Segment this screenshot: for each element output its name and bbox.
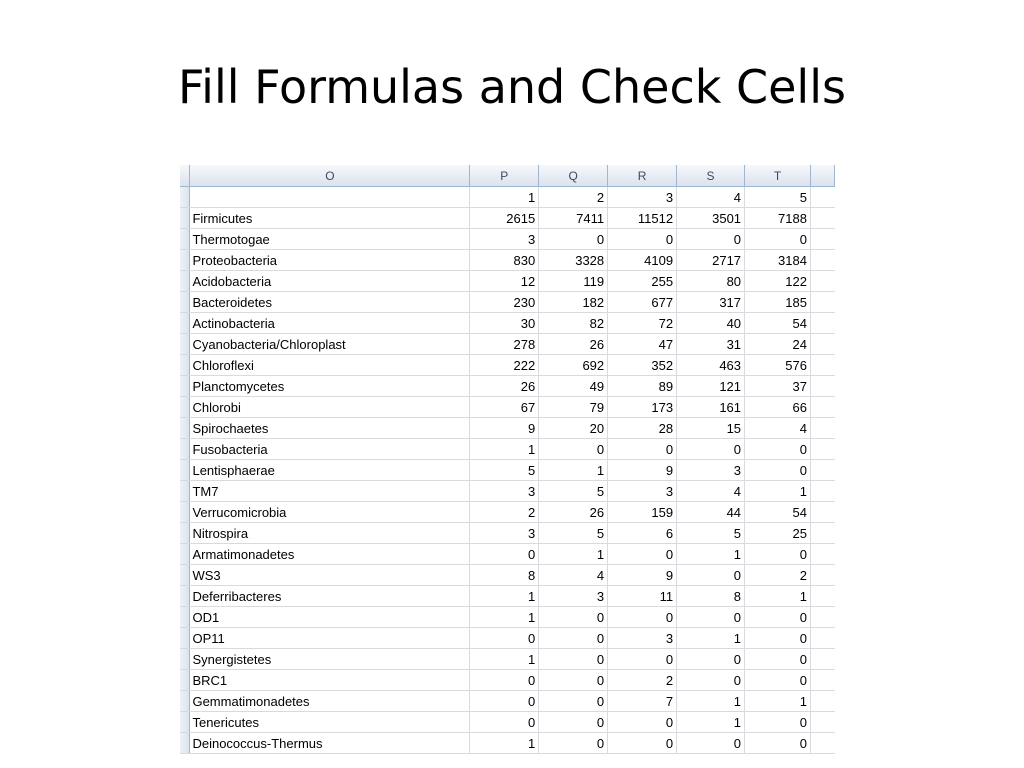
cell-o[interactable]: Acidobacteria: [190, 271, 470, 292]
row-header[interactable]: [180, 607, 190, 628]
cell-t[interactable]: 66: [745, 397, 811, 418]
cell-next[interactable]: [810, 229, 834, 250]
table-row: [180, 712, 835, 733]
cell-p[interactable]: 0: [470, 544, 539, 565]
cell-o[interactable]: Chloroflexi: [190, 355, 470, 376]
cell-o[interactable]: [190, 187, 470, 208]
cell-o[interactable]: Verrucomicrobia: [190, 502, 470, 523]
cell-q[interactable]: 119: [539, 271, 608, 292]
cell-t[interactable]: 0: [745, 733, 811, 754]
table-row: [180, 523, 835, 544]
table-row: [180, 439, 835, 460]
cell-t[interactable]: 185: [745, 292, 811, 313]
cell-s[interactable]: 0: [677, 670, 745, 691]
cell-o[interactable]: OD1: [190, 607, 470, 628]
cell-o[interactable]: Gemmatimonadetes: [190, 691, 470, 712]
cell-t[interactable]: 0: [745, 544, 811, 565]
cell-q[interactable]: 0: [539, 229, 608, 250]
cell-o[interactable]: Synergistetes: [190, 649, 470, 670]
table-row: [180, 586, 835, 607]
cell-q[interactable]: 692: [539, 355, 608, 376]
cell-q[interactable]: 0: [539, 628, 608, 649]
cell-r[interactable]: 0: [608, 544, 677, 565]
cell-o[interactable]: Cyanobacteria/Chloroplast: [190, 334, 470, 355]
cell-o[interactable]: TM7: [190, 481, 470, 502]
cell-p[interactable]: 278: [470, 334, 539, 355]
table-row: [180, 271, 835, 292]
cell-t[interactable]: 0: [745, 628, 811, 649]
cell-s[interactable]: 4: [677, 481, 745, 502]
cell-o[interactable]: Tenericutes: [190, 712, 470, 733]
table-row: [180, 292, 835, 313]
cell-r[interactable]: 0: [608, 712, 677, 733]
cell-p[interactable]: 3: [470, 523, 539, 544]
cell-p[interactable]: 230: [470, 292, 539, 313]
table-row: [180, 565, 835, 586]
cell-r[interactable]: 159: [608, 502, 677, 523]
cell-p[interactable]: 0: [470, 712, 539, 733]
cell-s[interactable]: 2717: [677, 250, 745, 271]
cell-q[interactable]: 1: [539, 544, 608, 565]
cell-o[interactable]: Chlorobi: [190, 397, 470, 418]
cell-s[interactable]: 463: [677, 355, 745, 376]
cell-r[interactable]: 11: [608, 586, 677, 607]
table-row: [180, 607, 835, 628]
cell-q[interactable]: 7411: [539, 208, 608, 229]
cell-r[interactable]: 255: [608, 271, 677, 292]
cell-t[interactable]: 7188: [745, 208, 811, 229]
cell-s[interactable]: 0: [677, 733, 745, 754]
cell-next[interactable]: [810, 628, 834, 649]
cell-o[interactable]: Fusobacteria: [190, 439, 470, 460]
row-header[interactable]: [180, 670, 190, 691]
row-header[interactable]: [180, 544, 190, 565]
cell-s[interactable]: 0: [677, 229, 745, 250]
row-header[interactable]: [180, 208, 190, 229]
table-row: [180, 481, 835, 502]
cell-t[interactable]: 54: [745, 502, 811, 523]
cell-next[interactable]: [810, 271, 834, 292]
table-row: [180, 229, 835, 250]
cell-t[interactable]: 25: [745, 523, 811, 544]
table-row: [180, 460, 835, 481]
cell-s[interactable]: 80: [677, 271, 745, 292]
cell-s[interactable]: 40: [677, 313, 745, 334]
cell-q[interactable]: 0: [539, 439, 608, 460]
cell-s[interactable]: 161: [677, 397, 745, 418]
cell-s[interactable]: 3501: [677, 208, 745, 229]
cell-p[interactable]: 2615: [470, 208, 539, 229]
row-header[interactable]: [180, 313, 190, 334]
cell-p[interactable]: 1: [470, 439, 539, 460]
cell-s[interactable]: 121: [677, 376, 745, 397]
table-row: [180, 313, 835, 334]
cell-r[interactable]: 0: [608, 229, 677, 250]
row-header[interactable]: [180, 271, 190, 292]
cell-p[interactable]: 3: [470, 229, 539, 250]
column-header-o[interactable]: O: [190, 165, 470, 187]
cell-t[interactable]: 0: [745, 607, 811, 628]
cell-t[interactable]: 0: [745, 460, 811, 481]
row-header[interactable]: [180, 439, 190, 460]
cell-p[interactable]: 1: [470, 733, 539, 754]
cell-t[interactable]: 1: [745, 586, 811, 607]
column-header-row: [180, 165, 835, 187]
cell-p[interactable]: 12: [470, 271, 539, 292]
cell-p[interactable]: 1: [470, 649, 539, 670]
cell-q[interactable]: 0: [539, 712, 608, 733]
cell-q[interactable]: 0: [539, 670, 608, 691]
cell-next[interactable]: [810, 544, 834, 565]
cell-next[interactable]: [810, 334, 834, 355]
cell-next[interactable]: [810, 187, 834, 208]
table-row: [180, 397, 835, 418]
cell-q[interactable]: 0: [539, 607, 608, 628]
cell-p[interactable]: 830: [470, 250, 539, 271]
cell-q[interactable]: 49: [539, 376, 608, 397]
cell-r[interactable]: 11512: [608, 208, 677, 229]
cell-t[interactable]: 4: [745, 418, 811, 439]
cell-next[interactable]: [810, 208, 834, 229]
cell-o[interactable]: Actinobacteria: [190, 313, 470, 334]
cell-r[interactable]: 0: [608, 607, 677, 628]
cell-r[interactable]: 72: [608, 313, 677, 334]
column-header-r[interactable]: R: [608, 165, 677, 187]
cell-s[interactable]: 8: [677, 586, 745, 607]
cell-p[interactable]: 2: [470, 502, 539, 523]
cell-t[interactable]: 122: [745, 271, 811, 292]
cell-p[interactable]: 0: [470, 691, 539, 712]
cell-next[interactable]: [810, 586, 834, 607]
cell-p[interactable]: 3: [470, 481, 539, 502]
cell-t[interactable]: 37: [745, 376, 811, 397]
table-row: [180, 628, 835, 649]
cell-s[interactable]: 0: [677, 607, 745, 628]
column-header-p[interactable]: P: [470, 165, 539, 187]
row-header[interactable]: [180, 628, 190, 649]
cell-r[interactable]: 9: [608, 460, 677, 481]
cell-next[interactable]: [810, 565, 834, 586]
cell-next[interactable]: [810, 649, 834, 670]
cell-q[interactable]: 2: [539, 187, 608, 208]
cell-q[interactable]: 20: [539, 418, 608, 439]
cell-next[interactable]: [810, 418, 834, 439]
cell-s[interactable]: 1: [677, 712, 745, 733]
cell-r[interactable]: 89: [608, 376, 677, 397]
cell-t[interactable]: 0: [745, 649, 811, 670]
table-row: [180, 250, 835, 271]
cell-p[interactable]: 1: [470, 607, 539, 628]
cell-next[interactable]: [810, 292, 834, 313]
cell-r[interactable]: 6: [608, 523, 677, 544]
cell-o[interactable]: Spirochaetes: [190, 418, 470, 439]
cell-p[interactable]: 1: [470, 187, 539, 208]
column-header-s[interactable]: S: [677, 165, 745, 187]
cell-next[interactable]: [810, 376, 834, 397]
cell-q[interactable]: 79: [539, 397, 608, 418]
cell-p[interactable]: 222: [470, 355, 539, 376]
cell-t[interactable]: 2: [745, 565, 811, 586]
cell-p[interactable]: 8: [470, 565, 539, 586]
cell-t[interactable]: 576: [745, 355, 811, 376]
cell-q[interactable]: 82: [539, 313, 608, 334]
cell-r[interactable]: 9: [608, 565, 677, 586]
cell-q[interactable]: 3328: [539, 250, 608, 271]
cell-s[interactable]: 0: [677, 439, 745, 460]
cell-t[interactable]: 0: [745, 670, 811, 691]
cell-next[interactable]: [810, 523, 834, 544]
cell-next[interactable]: [810, 355, 834, 376]
cell-next[interactable]: [810, 313, 834, 334]
cell-p[interactable]: 1: [470, 586, 539, 607]
slide-title: Fill Formulas and Check Cells: [178, 60, 846, 114]
cell-s[interactable]: 4: [677, 187, 745, 208]
table-row: [180, 733, 835, 754]
cell-q[interactable]: 3: [539, 586, 608, 607]
cell-q[interactable]: 0: [539, 691, 608, 712]
cell-s[interactable]: 15: [677, 418, 745, 439]
table-row: [180, 376, 835, 397]
row-header[interactable]: [180, 187, 190, 208]
cell-next[interactable]: [810, 607, 834, 628]
cell-s[interactable]: 1: [677, 544, 745, 565]
index-row: [180, 187, 835, 208]
grid-body: [180, 187, 835, 754]
table-row: [180, 355, 835, 376]
row-header[interactable]: [180, 397, 190, 418]
cell-t[interactable]: 0: [745, 229, 811, 250]
row-header[interactable]: [180, 481, 190, 502]
row-header[interactable]: [180, 334, 190, 355]
cell-s[interactable]: 0: [677, 649, 745, 670]
cell-r[interactable]: 0: [608, 733, 677, 754]
cell-next[interactable]: [810, 691, 834, 712]
row-header[interactable]: [180, 376, 190, 397]
row-header[interactable]: [180, 502, 190, 523]
spreadsheet-grid: [180, 165, 835, 754]
table-row: [180, 691, 835, 712]
cell-r[interactable]: 0: [608, 439, 677, 460]
table-row: [180, 544, 835, 565]
cell-next[interactable]: [810, 670, 834, 691]
cell-p[interactable]: 0: [470, 670, 539, 691]
cell-q[interactable]: 26: [539, 334, 608, 355]
table-row: [180, 418, 835, 439]
cell-q[interactable]: 1: [539, 460, 608, 481]
column-header-q[interactable]: Q: [539, 165, 608, 187]
cell-o[interactable]: Nitrospira: [190, 523, 470, 544]
cell-q[interactable]: 0: [539, 649, 608, 670]
cell-s[interactable]: 31: [677, 334, 745, 355]
cell-r[interactable]: 2: [608, 670, 677, 691]
cell-next[interactable]: [810, 712, 834, 733]
row-header[interactable]: [180, 523, 190, 544]
cell-q[interactable]: 5: [539, 481, 608, 502]
cell-o[interactable]: Proteobacteria: [190, 250, 470, 271]
cell-r[interactable]: 3: [608, 187, 677, 208]
cell-o[interactable]: Lentisphaerae: [190, 460, 470, 481]
cell-r[interactable]: 0: [608, 649, 677, 670]
cell-q[interactable]: 4: [539, 565, 608, 586]
cell-o[interactable]: Deinococcus-Thermus: [190, 733, 470, 754]
spreadsheet-excerpt: [180, 165, 835, 768]
row-header[interactable]: [180, 649, 190, 670]
cell-r[interactable]: 47: [608, 334, 677, 355]
cell-t[interactable]: 24: [745, 334, 811, 355]
cell-r[interactable]: 677: [608, 292, 677, 313]
cell-t[interactable]: 3184: [745, 250, 811, 271]
cell-t[interactable]: 1: [745, 481, 811, 502]
cell-r[interactable]: 28: [608, 418, 677, 439]
row-header[interactable]: [180, 586, 190, 607]
cell-next[interactable]: [810, 733, 834, 754]
cell-s[interactable]: 1: [677, 628, 745, 649]
cell-o[interactable]: Thermotogae: [190, 229, 470, 250]
cell-s[interactable]: 44: [677, 502, 745, 523]
cell-next[interactable]: [810, 502, 834, 523]
cell-o[interactable]: Deferribacteres: [190, 586, 470, 607]
cell-p[interactable]: 67: [470, 397, 539, 418]
column-header-next[interactable]: [810, 165, 834, 187]
row-header[interactable]: [180, 460, 190, 481]
cell-t[interactable]: 0: [745, 439, 811, 460]
cell-s[interactable]: 0: [677, 565, 745, 586]
row-header[interactable]: [180, 565, 190, 586]
row-header[interactable]: [180, 250, 190, 271]
cell-r[interactable]: 3: [608, 481, 677, 502]
cell-s[interactable]: 317: [677, 292, 745, 313]
cell-r[interactable]: 4109: [608, 250, 677, 271]
column-header-t[interactable]: T: [745, 165, 811, 187]
select-all-corner[interactable]: [180, 165, 190, 187]
cell-s[interactable]: 5: [677, 523, 745, 544]
cell-p[interactable]: 5: [470, 460, 539, 481]
cell-q[interactable]: 26: [539, 502, 608, 523]
cell-o[interactable]: Bacteroidetes: [190, 292, 470, 313]
cell-q[interactable]: 0: [539, 733, 608, 754]
cell-next[interactable]: [810, 250, 834, 271]
cell-q[interactable]: 182: [539, 292, 608, 313]
cell-r[interactable]: 3: [608, 628, 677, 649]
cell-r[interactable]: 7: [608, 691, 677, 712]
cell-t[interactable]: 0: [745, 712, 811, 733]
cell-o[interactable]: Armatimonadetes: [190, 544, 470, 565]
table-row: [180, 670, 835, 691]
cell-p[interactable]: 0: [470, 628, 539, 649]
row-header[interactable]: [180, 292, 190, 313]
table-row: [180, 649, 835, 670]
row-header[interactable]: [180, 418, 190, 439]
cell-p[interactable]: 30: [470, 313, 539, 334]
cell-t[interactable]: 5: [745, 187, 811, 208]
cell-o[interactable]: Planctomycetes: [190, 376, 470, 397]
cell-next[interactable]: [810, 439, 834, 460]
cell-o[interactable]: Firmicutes: [190, 208, 470, 229]
cell-next[interactable]: [810, 481, 834, 502]
cell-t[interactable]: 1: [745, 691, 811, 712]
row-header[interactable]: [180, 712, 190, 733]
table-row: [180, 334, 835, 355]
row-header[interactable]: [180, 691, 190, 712]
cell-o[interactable]: OP11: [190, 628, 470, 649]
table-row: [180, 502, 835, 523]
cell-s[interactable]: 1: [677, 691, 745, 712]
cell-s[interactable]: 3: [677, 460, 745, 481]
row-header[interactable]: [180, 355, 190, 376]
cell-t[interactable]: 54: [745, 313, 811, 334]
cell-next[interactable]: [810, 397, 834, 418]
cell-o[interactable]: BRC1: [190, 670, 470, 691]
cell-q[interactable]: 5: [539, 523, 608, 544]
cell-r[interactable]: 173: [608, 397, 677, 418]
table-row: [180, 208, 835, 229]
cell-p[interactable]: 26: [470, 376, 539, 397]
cell-o[interactable]: WS3: [190, 565, 470, 586]
cell-r[interactable]: 352: [608, 355, 677, 376]
cell-p[interactable]: 9: [470, 418, 539, 439]
row-header[interactable]: [180, 229, 190, 250]
cell-next[interactable]: [810, 460, 834, 481]
row-header[interactable]: [180, 733, 190, 754]
